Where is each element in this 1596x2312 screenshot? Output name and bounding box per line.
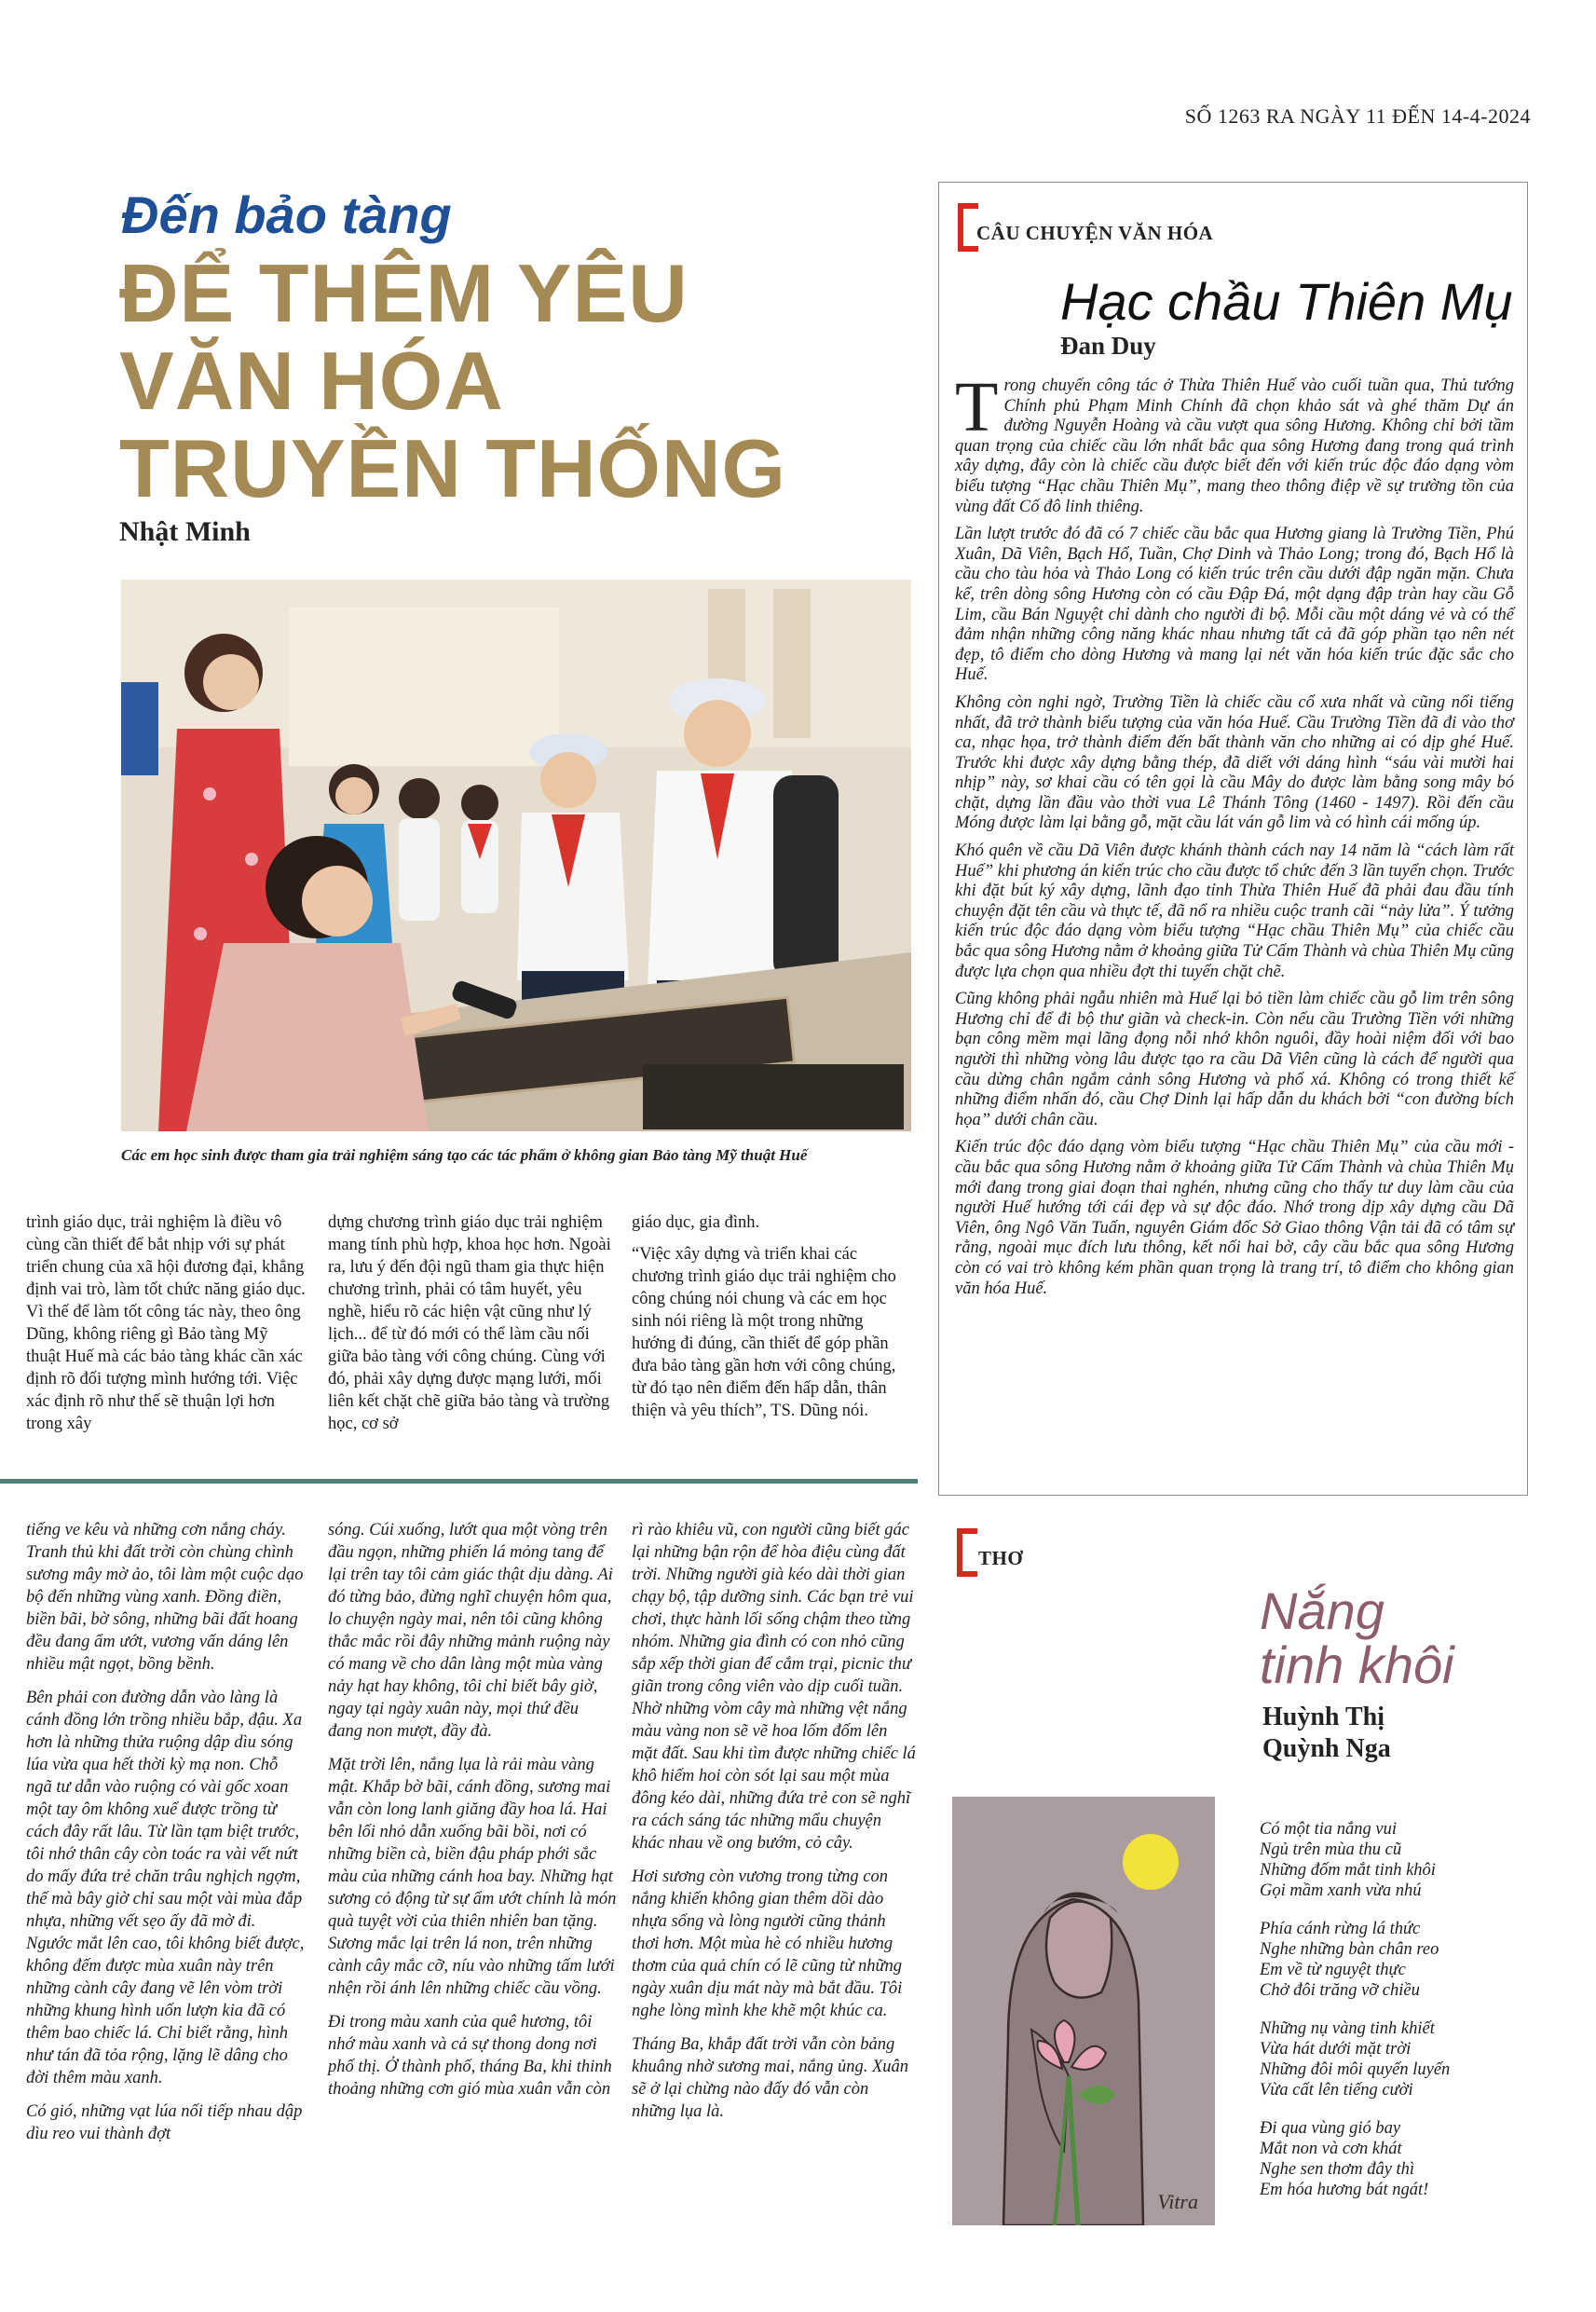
woman-with-flowers-illustration xyxy=(952,1797,1215,2225)
feature-byline: Nhật Minh xyxy=(119,516,251,547)
poem-bracket-icon xyxy=(957,1528,977,1577)
paragraph: Lần lượt trước đó đã có 7 chiếc cầu bắc qua Hương giang là Trường Tiền, Phú Xuân, Dã Viên, Bạch Hổ, Tuần, Chợ Dinh và Thảo Long; trong đó, Bạch Hổ là cầu cho tàu hỏa và Thảo Long có kiến trúc trên cầu dưới đập ngăn mặn. Chưa kể, trên dòng sông Hương còn có cầu Đập Đá, một dạng đập tràn hay cầu Gỗ Lim, cầu Bán Nguyệt chỉ dành cho người đi bộ. Mỗi cầu một dáng vẻ và có thể đảm nhận những công năng khác nhau nhưng tất cả đã góp phần tạo nên nét đẹp, tô điểm cho dòng Hương và mang lại nét văn hóa kiến trúc đặc sắc cho Huế. xyxy=(955,525,1514,685)
poem-author-line-1: Huỳnh Thị xyxy=(1262,1703,1385,1731)
poem-stanza-1 xyxy=(1260,1819,1530,1901)
issue-line: SỐ 1263 RA NGÀY 11 ĐẾN 14-4-2024 xyxy=(1184,104,1531,128)
poem-stanza-4 xyxy=(1260,2118,1530,2200)
section-divider xyxy=(0,1479,918,1484)
poem-title-line-2: tinh khôi xyxy=(1260,1635,1454,1694)
culture-story-body xyxy=(955,368,1514,1306)
feature-column-1 xyxy=(26,1211,306,1444)
paragraph: Hơi sương còn vương trong từng con nắng khiến không gian thêm dồi dào nhựa sống và lòng người cũng thảnh thơi hơn. Một mùa hè có nhiều hương thơm của quả chín có lẽ cũng từ những ngày xuân dịu mát này mà bắt đầu. Tôi nghe lòng mình khe khẽ một khúc ca. xyxy=(632,1867,903,2020)
poem-title-line-1: Nắng xyxy=(1260,1581,1385,1640)
paragraph: Trong chuyến công tác ở Thừa Thiên Huế vào cuối tuần qua, Thủ tướng Chính phủ Phạm Minh Chính đã chọn khảo sát và ghé thăm Dự án đường Nguyễn Hoàng và cầu vượt qua sông Hương. Không chỉ bởi tầm quan trọng của chiếc cầu lớn nhất bắc qua sông Hương đang trong quá trình xây dựng, đây còn là chiếc cầu được biết đến với kiến trúc độc đáo dạng vòm biểu tượng “Hạc chầu Thiên Mụ”, mang theo thông điệp về sự trường tồn của vùng đất Cố đô linh thiêng. xyxy=(955,368,1514,516)
paragraph: tiếng ve kêu và những cơn nắng cháy. Tranh thủ khi đất trời còn chùng chình sương mây mờ ảo, tôi làm một cuộc dạo bộ đến những vùng xanh. Đồng điền, biền bãi, bờ sông, những bãi đất hoang đều đang ẩm ướt, vương vấn dáng lên nhiều mật ngọt, bồng bềnh. xyxy=(26,1521,304,1674)
poem-line: Vừa cất lên tiếng cười xyxy=(1260,2081,1413,2100)
poem-line: Em về từ nguyệt thực xyxy=(1260,1961,1406,1979)
paragraph: Cũng không phải ngẫu nhiên mà Huế lại bỏ tiền làm chiếc cầu gỗ lim trên sông Hương chỉ để đi bộ thư giãn và check-in. Còn nếu cầu Trường Tiền với những bạn công mềm mại lãng đọng nỗi nhớ khôn nguôi, đầy hoài niệm đối với bao người thì những vòng lâu được tạo ra cầu Dã Viên cũng là cách để người qua cầu dừng chân ngắm cảnh sông Hương và phố xá. Không có trong thiết kế những điểm nhấn đó, cầu Chợ Dinh lại hấp dẫn du khách bởi “con đường bích họa” dưới chân cầu. xyxy=(955,990,1514,1129)
poem-line: Ngủ trên mùa thu cũ xyxy=(1260,1840,1402,1859)
feature-column-3 xyxy=(632,1211,911,1431)
poem-illustration xyxy=(952,1797,1215,2225)
drop-cap: T xyxy=(955,368,999,446)
poem-line: Mắt non và cơn khát xyxy=(1260,2140,1402,2158)
poem-section-label: THƠ xyxy=(978,1547,1024,1569)
paragraph: Không còn nghi ngờ, Trường Tiền là chiếc cầu cổ xưa nhất và cũng nổi tiếng nhất, đã trở thành biểu tượng của văn hóa Huế. Cầu Trường Tiền đã đi vào thơ ca, nhạc họa, trở thành điểm đến bất thành văn cho những ai có dịp ghé Huế. Trước khi được xây dựng bằng thép, đã diết với dáng hình “sáu vài mười hai nhịp” này, sơ khai cầu có tên gọi là cầu Mây do được làm bằng song mây bó chặt, dựng lần đầu vào thời vua Lê Thánh Tông (1460 - 1497). Rồi đến cầu Móng được làm lại bằng gỗ, mặt cầu lát ván gỗ lim và có hình cái mống úp. xyxy=(955,692,1514,833)
artist-signature: Vitra xyxy=(1157,2190,1198,2213)
paragraph: Có gió, những vạt lúa nối tiếp nhau dập dìu reo vui thành đợt xyxy=(26,2102,303,2143)
paragraph: Tháng Ba, khắp đất trời vẫn còn bảng khuâng nhờ sương mai, nắng ủng. Xuân sẽ ở lại chừng nào đấy đó vẫn còn những lụa là. xyxy=(632,2035,909,2121)
feature-headline xyxy=(119,247,827,514)
poem-author xyxy=(1262,1702,1391,1765)
culture-story-title: Hạc chầu Thiên Mụ xyxy=(1060,272,1513,331)
feature-photo xyxy=(121,580,911,1131)
essay-column-2 xyxy=(328,1519,617,2112)
feature-kicker: Đến bảo tàng xyxy=(121,185,452,244)
poem-line: Nghe những bàn chân reo xyxy=(1260,1940,1439,1959)
paragraph: rì rào khiêu vũ, con người cũng biết gác lại những bận rộn để hòa điệu cùng đất trời. Những người già kéo dài thời gian chạy bộ, tập dưỡng sinh. Các bạn trẻ vui chơi, thực hành lối sống chậm theo từng nhóm. Những gia đình có con nhỏ cũng sắp xếp thời gian để cắm trại, picnic thư giãn trong công viên vào dịp cuối tuần. Nhờ những vòm cây mà những vệt nắng màu vàng non sẽ vẽ hoa lốm đốm lên mặt đất. Sau khi tìm được những chiếc lá khô hiếm hoi còn sót lại sau một mùa đông kéo dài, những đứa trẻ con sẽ nghĩ ra cách sáng tác những mẩu chuyện khác nhau về ong bướm, cỏ cây. xyxy=(632,1521,916,1853)
paragraph: trình giáo dục, trải nghiệm là điều vô cùng cần thiết để bắt nhịp với sự phát triển chung của xã hội đương đại, khẳng định vai trò, làm tốt chức năng giáo dục. Vì thế để làm tốt công tác này, theo ông Dũng, không riêng gì Bảo tàng Mỹ thuật Huế mà các bảo tàng khác cần xác định rõ đối tượng mình hướng tới. Việc xác định rõ như thế sẽ thuận lợi hơn trong xây xyxy=(26,1213,306,1433)
photo-caption: Các em học sinh được tham gia trải nghiệm sáng tạo các tác phẩm ở không gian Bảo tàng Mỹ thuật Huế xyxy=(121,1146,808,1164)
paragraph: giáo dục, gia đình. xyxy=(632,1213,760,1232)
culture-story-box xyxy=(938,182,1528,1496)
poem-line: Những nụ vàng tinh khiết xyxy=(1260,2019,1435,2038)
paragraph: dựng chương trình giáo dục trải nghiệm mang tính phù hợp, khoa học hơn. Ngoài ra, lưu ý đến đội ngũ tham gia thực hiện chương trình, phải có tâm huyết, yêu nghề, hiểu rõ các hiện vật cũng như lý lịch... để từ đó mới có thể làm cầu nối giữa bảo tàng với công chúng. Cùng với đó, phải xây dựng được mạng lưới, mối liên kết chặt chẽ giữa bảo tàng và trường học, cơ sở xyxy=(328,1213,611,1433)
poem-line: Em hóa hương bát ngát! xyxy=(1260,2181,1429,2199)
paragraph: Bên phải con đường dẫn vào làng là cánh đồng lớn trồng nhiều bắp, đậu. Xa hơn là những thửa ruộng dập dìu sóng lúa vừa qua hết thời kỳ mạ non. Chỗ ngã tư dẫn vào ruộng có vài gốc xoan một tay ôm không xuể được trồng từ cách đây rất lâu. Từ lần tạm biệt trước, tôi nhớ thân cây còn toác ra vài vết nứt do mấy đứa trẻ chăn trâu nghịch ngợm, thế mà bây giờ chỉ sau một vài mùa đắp nhựa, những vết sẹo ấy đã mờ đi. Ngước mắt lên cao, tôi không biết được, không đếm được mùa xuân này trên những cành cây đang vẽ lên vòm trời những khung hình uốn lượn kia đã có thêm bao chiếc lá. Chỉ biết rằng, hình như tán đã tỏa rộng, lặng lẽ dâng cho đời thêm màu xanh. xyxy=(26,1689,305,2087)
museum-scene-illustration xyxy=(121,580,911,1131)
paragraph: sóng. Cúi xuống, lướt qua một vòng trên đầu ngọn, những phiến lá mỏng tang để lại trên tay tôi cảm giác thật dịu dàng. Ai đó từng bảo, đừng nghĩ chuyện hôm qua, lo chuyện ngày mai, nên tôi cũng không thắc mắc rồi đây những mảnh ruộng này có mang về cho dân làng một mùa vàng nảy hạt hay không, tôi chỉ biết bây giờ, ngay tại ngày xuân này, mọi thứ đều đang non mượt, đầy đà. xyxy=(328,1521,613,1741)
poem-line: Đi qua vùng gió bay xyxy=(1260,2119,1401,2138)
culture-story-author: Đan Duy xyxy=(1060,332,1156,360)
poem-stanza-3 xyxy=(1260,2018,1530,2100)
poem-stanza-2 xyxy=(1260,1919,1530,2001)
essay-column-1 xyxy=(26,1519,306,2156)
poem-line: Những đốm mắt tinh khôi xyxy=(1260,1861,1436,1880)
essay-column-3 xyxy=(632,1519,916,2134)
poem-title xyxy=(1260,1581,1454,1694)
poem-line: Gọi mầm xanh vừa nhú xyxy=(1260,1881,1422,1900)
poem-line: Phía cánh rừng lá thức xyxy=(1260,1920,1421,1938)
poem-line: Nghe sen thơm đây thì xyxy=(1260,2160,1415,2179)
headline-line-3: TRUYỀN THỐNG xyxy=(119,422,786,514)
headline-line-1: ĐỂ THÊM YÊU xyxy=(119,247,689,339)
poem-line: Chở đôi trăng vỡ chiều xyxy=(1260,1981,1420,2000)
poem-line: Những đôi môi quyến luyến xyxy=(1260,2060,1451,2079)
poem-line: Có một tia nắng vui xyxy=(1260,1820,1397,1839)
paragraph: “Việc xây dựng và triển khai các chương trình giáo dục trải nghiệm cho công chúng nói chung và các em học sinh nói riêng là một trong những hướng đi đúng, cần thiết để góp phần đưa bảo tàng gần hơn với công chúng, từ đó tạo nên điểm đến hấp dẫn, thân thiện và yêu thích”, TS. Dũng nói. xyxy=(632,1245,896,1420)
paragraph: Khó quên về cầu Dã Viên được khánh thành cách nay 14 năm là “cách làm rất Huế” khi phương án kiến trúc cho cầu được tổ chức đến 3 lần tuyển chọn. Trước khi đặt bút ký xây dựng, lãnh đạo tỉnh Thừa Thiên Huế đã phải đau đầu tính chuyện đặt tên cầu và thực tế, đã nổ ra nhiều cuộc tranh cãi “nảy lửa”. Ý tưởng kiến trúc độc đáo dạng vòm biểu tượng “Hạc chầu Thiên Mụ” của chiếc cầu bắc qua sông Hương nằm ở khoảng giữa Tử Cấm Thành và chùa Thiên Mụ cũng được lựa chọn qua nhiều đợt thi tuyển chặt chẽ. xyxy=(955,841,1514,981)
paragraph: Kiến trúc độc đáo dạng vòm biểu tượng “Hạc chầu Thiên Mụ” của cầu mới - cầu bắc qua sông Hương nằm ở khoảng giữa Tử Cấm Thành và chùa Thiên Mụ mới đang trong giai đoạn thai nghén, nhưng cũng cho thấy tư duy làm cầu của người Huế hướng tới cái đẹp và sự độc đáo. Nhớ trong dịp xây dựng cầu Dã Viên, ông Ngô Văn Tuấn, nguyên Giám đốc Sở Giao thông Vận tải đã có tâm sự rằng, ngoài mục đích lưu thông, kết nối hai bờ, cây cầu bắc qua sông Hương còn có vai trò không kém phần quan trọng là trang trí, tô điểm cho không gian văn hóa Huế. xyxy=(955,1138,1514,1298)
paragraph: Mặt trời lên, nắng lụa là rải màu vàng mật. Khắp bờ bãi, cánh đồng, sương mai vẫn còn long lanh giăng đầy hoa lá. Hai bên lối nhỏ dẫn xuống bãi bồi, nơi có những biền cà, biền đậu pháp phới sắc màu của những cánh hoa bay. Những hạt sương cỏ động từ sự ẩm ướt chính là món quà tuyệt vời của thiên nhiên ban tặng. Sương mắc lại trên lá non, trên những cành cây mắc cỡ, níu vào những tấm lưới nhện rồi ánh lên những chiếc cầu vồng. xyxy=(328,1756,617,1998)
section-bracket-icon xyxy=(958,203,978,252)
poem-line: Vừa hát dưới mặt trời xyxy=(1260,2040,1412,2059)
poem-author-line-2: Quỳnh Nga xyxy=(1262,1734,1391,1763)
paragraph: Đi trong màu xanh của quê hương, tôi nhớ màu xanh và cả sự thong dong nơi phố thị. Ở thành phố, tháng Ba, khi thinh thoảng những cơn gió mùa xuân vẫn còn xyxy=(328,2013,612,2099)
headline-line-2: VĂN HÓA xyxy=(119,335,504,427)
poem-text xyxy=(1260,1819,1530,2218)
culture-section-label: CÂU CHUYỆN VĂN HÓA xyxy=(976,222,1214,244)
feature-column-2 xyxy=(328,1211,617,1444)
